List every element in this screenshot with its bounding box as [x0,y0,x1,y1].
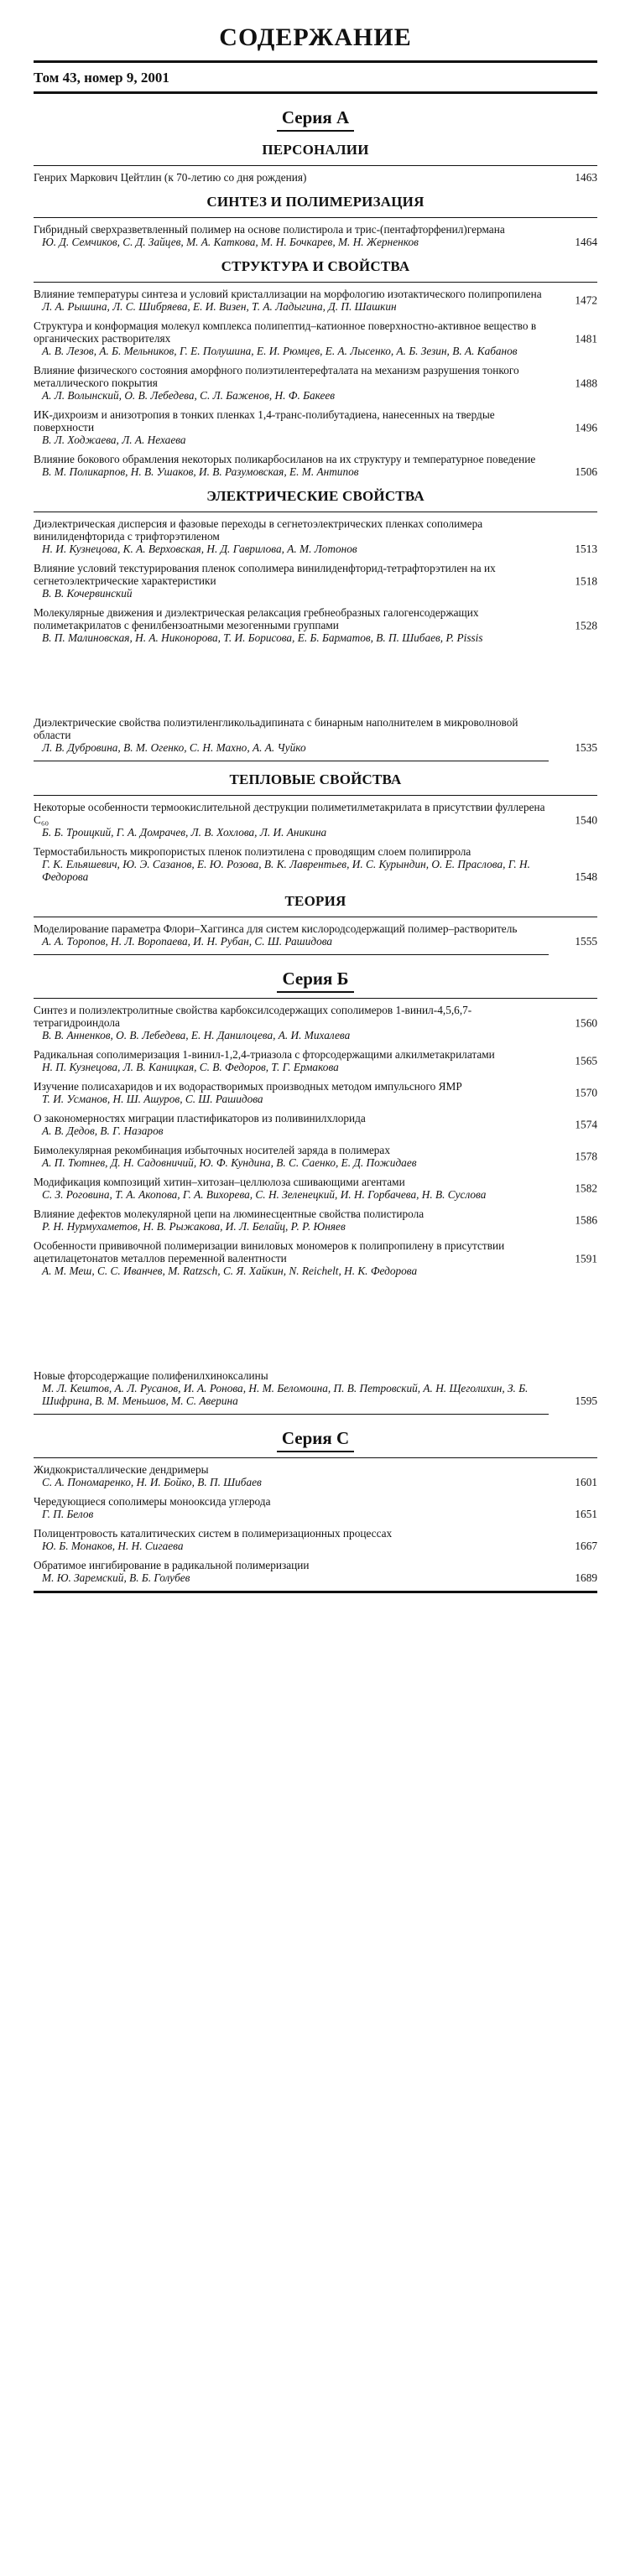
toc-entry[interactable] [34,364,597,402]
blank-space [34,651,597,711]
section-rule [34,282,597,283]
entry-page: 1518 [575,574,597,587]
entry-title: Обратимое ингибирование в радикальной полимеризации [34,1559,310,1571]
section-rule [34,165,597,166]
toc-entry[interactable] [34,1239,597,1277]
entry-title: Радикальная сополимеризация 1-винил-1,2,4-триазола с фторсодержащими алкилметакрилатами [34,1048,495,1061]
entry-authors: А. В. Дедов, В. Г. Назаров [42,1124,164,1137]
entry-page: 1565 [575,1054,597,1067]
entry-title: Диэлектрическая дисперсия и фазовые переходы в сегнетоэлектрических пленках сополимера винилиденфторида с трифторэтиленом [34,517,483,543]
entry-authors: В. В. Анненков, О. В. Лебедева, Е. Н. Данилоцева, А. И. Михалева [42,1029,351,1041]
toc-entry[interactable] [34,801,597,839]
page-title: СОДЕРЖАНИЕ [219,23,412,51]
entry-authors: С. А. Пономаренко, Н. И. Бойко, В. П. Шибаев [42,1476,262,1488]
entry-page: 1463 [575,171,597,184]
series-b-label: Серия Б [277,969,353,993]
entry-title: Бимолекулярная рекомбинация избыточных носителей заряда в полимерах [34,1144,390,1156]
entry-page: 1651 [575,1508,597,1520]
entry-authors: Н. И. Кузнецова, К. А. Верховская, Н. Д. Гаврилова, А. М. Лотонов [42,543,357,555]
entry-title: Некоторые особенности термоокислительной деструкции полиметилметакрилата в присутствии фуллерена C₆₀ [34,801,545,826]
entry-separator [34,1414,549,1415]
toc-entry[interactable] [34,845,597,883]
entry-authors: А. Л. Волынский, О. В. Лебедева, С. Л. Баженов, Н. Ф. Бакеев [42,389,336,402]
series-c-label: Серия С [277,1428,354,1452]
entry-page: 1570 [575,1086,597,1099]
series-a-label: Серия А [277,107,354,132]
toc-entry[interactable] [34,408,597,446]
entry-page: 1472 [575,293,597,307]
entry-title: Модификация композиций хитин–хитозан–целлюлоза сшивающими агентами [34,1176,405,1188]
section-rule [34,998,597,999]
entry-authors: Н. П. Кузнецова, Л. В. Каницкая, С. В. Федоров, Т. Г. Ермакова [42,1061,339,1073]
entry-page: 1667 [575,1540,597,1552]
section-personalii-heading: ПЕРСОНАЛИИ [262,142,369,158]
toc-page [34,20,597,1593]
entry-page: 1481 [575,332,597,345]
entry-title: Влияние дефектов молекулярной цепи на люминесцентные свойства полистирола [34,1208,424,1220]
entry-page: 1689 [575,1571,597,1584]
entry-page: 1591 [575,1252,597,1265]
toc-entry[interactable] [34,1463,597,1488]
series-a-heading [34,107,597,132]
section-electrical-heading: ЭЛЕКТРИЧЕСКИЕ СВОЙСТВА [206,488,424,504]
series-b-heading [34,969,597,993]
issue-rule [34,91,597,94]
entry-page: 1528 [575,619,597,631]
entry-title: Новые фторсодержащие полифенилхиноксалины [34,1369,268,1382]
toc-entry[interactable] [34,288,597,313]
entry-separator [34,954,549,955]
entry-title: Моделирование параметра Флори–Хаггинса для систем кислородсодержащий полимер–растворитель [34,922,518,935]
section-rule [34,795,597,796]
entry-page: 1574 [575,1118,597,1131]
entry-title: Влияние бокового обрамления некоторых поликарбосиланов на их структуру и температурное поведение [34,453,536,465]
entry-title: Жидкокристаллические дендримеры [34,1463,209,1476]
entry-title: О закономерностях миграции пластификаторов из поливинилхлорида [34,1112,366,1124]
entry-title: Чередующиеся сополимеры монооксида углерода [34,1495,271,1508]
toc-entry[interactable] [34,517,597,555]
entry-page: 1540 [575,813,597,826]
entry-title: Гибридный сверхразветвленный полимер на основе полистирола и трис-(пентафторфенил)германа [34,223,505,236]
entry-title: Молекулярные движения и диэлектрическая релаксация гребнеобразных галогенсодержащих полиметакрилатов с фенилбензоатными мезогенными группами [34,606,479,631]
toc-entry[interactable] [34,716,597,754]
toc-entry[interactable] [34,1112,597,1137]
toc-entry[interactable] [34,606,597,644]
entry-page: 1595 [575,1394,597,1407]
toc-entry[interactable] [34,171,597,184]
toc-entry[interactable] [34,1004,597,1041]
section-rule [34,1457,597,1458]
blank-space [34,1284,597,1364]
toc-entry[interactable] [34,1048,597,1073]
entry-page: 1582 [575,1182,597,1195]
bottom-rule [34,1591,597,1593]
issue-info: Том 43, номер 9, 2001 [34,70,169,86]
entry-page: 1601 [575,1476,597,1488]
entry-authors: В. П. Малиновская, Н. А. Никонорова, Т. И. Борисова, Е. Б. Барматов, В. П. Шибаев, P. Pissis [42,631,483,644]
section-theory-heading: ТЕОРИЯ [284,893,346,909]
toc-entry[interactable] [34,223,597,248]
entry-authors: Л. А. Рышина, Л. С. Шибряева, Е. И. Визен, Т. А. Ладыгина, Д. П. Шашкин [42,300,397,313]
entry-page: 1548 [575,870,597,883]
toc-entry[interactable] [34,1495,597,1520]
entry-authors: В. М. Поликарпов, Н. В. Ушаков, И. В. Разумовская, Е. М. Антипов [42,465,359,478]
entry-title: Полицентровость каталитических систем в полимеризационных процессах [34,1527,393,1540]
toc-entry[interactable] [34,1559,597,1584]
toc-entry[interactable] [34,453,597,478]
entry-page: 1506 [575,465,597,478]
section-synthesis-heading: СИНТЕЗ И ПОЛИМЕРИЗАЦИЯ [206,194,424,210]
entry-page: 1496 [575,421,597,434]
section-thermal-heading: ТЕПЛОВЫЕ СВОЙСТВА [229,771,402,787]
entry-title: Термостабильность микропористых пленок полиэтилена с проводящим слоем полипиррола [34,845,471,858]
entry-authors: А. П. Тютнев, Д. Н. Садовничий, Ю. Ф. Кундина, В. С. Саенко, Е. Д. Пожидаев [42,1156,417,1169]
entry-page: 1513 [575,543,597,555]
entry-page: 1560 [575,1016,597,1029]
section-structure-heading: СТРУКТУРА И СВОЙСТВА [221,258,410,274]
entry-authors: Л. В. Дубровина, В. М. Огенко, С. Н. Махно, А. А. Чуйко [42,741,306,754]
toc-entry[interactable] [34,562,597,600]
entry-title: Диэлектрические свойства полиэтиленгликольадипината с бинарным наполнителем в микроволновой области [34,716,518,741]
entry-authors: М. Л. Кештов, А. Л. Русанов, И. А. Ронова, Н. М. Беломоина, П. В. Петровский, А. Н. Щеголихин, З. Б. Шифрина, В. М. Меньшов, М. С. Аверина [42,1382,529,1407]
entry-title: Влияние физического состояния аморфного полиэтилентерефталата на механизм разрушения тонкого металлического покрытия [34,364,519,389]
toc-entry[interactable] [34,922,597,948]
entry-title: Изучение полисахаридов и их водорастворимых производных методом импульсного ЯМР [34,1080,462,1093]
entry-authors: В. В. Кочервинский [42,587,133,600]
section-rule [34,217,597,218]
entry-title: ИК-дихроизм и анизотропия в тонких пленках 1,4-транс-полибутадиена, нанесенных на твердые поверхности [34,408,495,434]
toc-entry[interactable] [34,319,597,357]
entry-authors: С. З. Роговина, Т. А. Акопова, Г. А. Вихорева, С. Н. Зеленецкий, И. Н. Горбачева, Н. В. Суслова [42,1188,487,1201]
entry-page: 1464 [575,236,597,248]
entry-page: 1535 [575,741,597,754]
entry-authors: Ю. Д. Семчиков, С. Д. Зайцев, М. А. Каткова, М. Н. Бочкарев, М. Н. Жерненков [42,236,419,248]
toc-entry[interactable] [34,1208,597,1233]
toc-entry[interactable] [34,1080,597,1105]
entry-authors: Г. К. Ельяшевич, Ю. Э. Сазанов, Е. Ю. Розова, В. К. Лаврентьев, И. С. Курындин, О. Е. Праслова, Г. Н. Федорова [42,858,530,883]
toc-entry[interactable] [34,1176,597,1201]
entry-title: Синтез и полиэлектролитные свойства карбоксилсодержащих сополимеров 1-винил-4,5,6,7-тетрагидроиндола [34,1004,472,1029]
entry-authors: А. А. Торопов, Н. Л. Воропаева, И. Н. Рубан, С. Ш. Рашидова [42,935,333,948]
entry-authors: Б. Б. Троицкий, Г. А. Домрачев, Л. В. Хохлова, Л. И. Аникина [42,826,327,839]
entry-title: Влияние условий текстурирования пленок сополимера винилиденфторид-тетрафторэтилен на их сегнетоэлектрические характеристики [34,562,496,587]
toc-entry[interactable] [34,1144,597,1169]
entry-authors: М. Ю. Заремский, В. Б. Голубев [42,1571,190,1584]
entry-authors: Т. И. Усманов, Н. Ш. Ашуров, С. Ш. Рашидова [42,1093,263,1105]
entry-title: Особенности прививочной полимеризации виниловых мономеров к полипропилену в присутствии ацетилацетонатов металлов переменной валентности [34,1239,505,1265]
entry-page: 1578 [575,1150,597,1163]
entry-page: 1488 [575,377,597,389]
entry-authors: Р. Н. Нурмухаметов, Н. В. Рыжакова, И. Л. Белайц, Р. Р. Юняев [42,1220,346,1233]
entry-authors: Ю. Б. Монаков, Н. Н. Сигаева [42,1540,184,1552]
entry-title: Генрих Маркович Цейтлин (к 70-летию со дня рождения) [34,171,307,184]
entry-authors: А. В. Лезов, А. Б. Мельников, Г. Е. Полушина, Е. И. Рюмцев, Е. А. Лысенко, А. Б. Зезин, В. А. Кабанов [42,345,518,357]
entry-title: Структура и конформация молекул комплекса полипептид–катионное поверхностно-активное вещество в органических растворителях [34,319,537,345]
entry-page: 1555 [575,935,597,948]
entry-title: Влияние температуры синтеза и условий кристаллизации на морфологию изотактического полипропилена [34,288,542,300]
entry-page: 1586 [575,1213,597,1227]
entry-authors: А. М. Меш, С. С. Иванчев, M. Ratzsch, С. Я. Хайкин, N. Reichelt, Н. К. Федорова [42,1265,418,1277]
toc-entry[interactable] [34,1527,597,1552]
entry-authors: Г. П. Белов [42,1508,94,1520]
entry-authors: В. Л. Ходжаева, Л. А. Нехаева [42,434,186,446]
series-c-heading [34,1428,597,1452]
toc-entry[interactable] [34,1369,597,1407]
